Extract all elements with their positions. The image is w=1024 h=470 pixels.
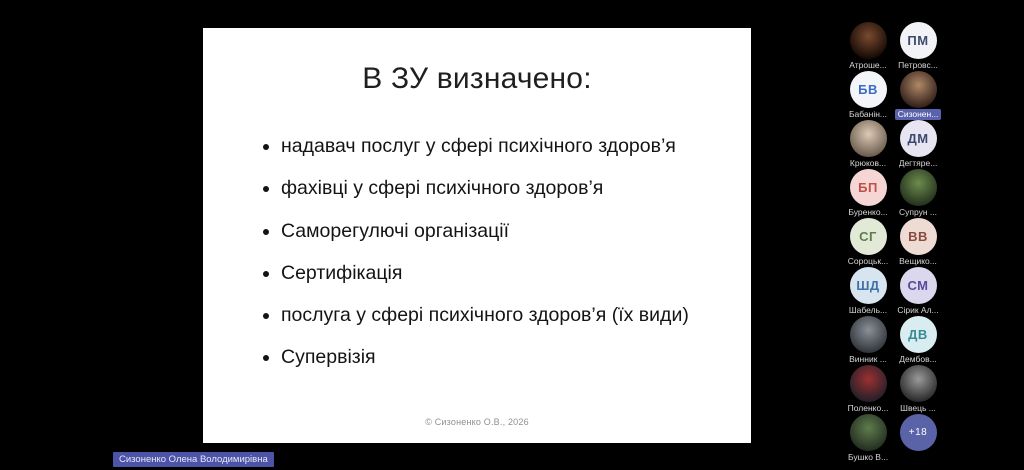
- participant-photo-avatar: [850, 365, 887, 402]
- participant-name: Сірик Ал...: [897, 305, 939, 315]
- participant-tile[interactable]: [843, 218, 893, 267]
- participant-initials-avatar: ДВ: [900, 316, 937, 353]
- participant-tile[interactable]: [843, 365, 893, 414]
- more-participants-count[interactable]: +18: [900, 414, 937, 451]
- slide-bullet-item: • фахівці у сфері психічного здоров’я: [281, 174, 721, 203]
- participant-name: Буренко...: [848, 207, 888, 217]
- participant-name: Петровс...: [898, 60, 938, 70]
- participant-name: Швець ...: [900, 403, 936, 413]
- participant-name: Атроше...: [849, 60, 887, 70]
- participant-name: Поленко...: [847, 403, 889, 413]
- participant-initials-avatar: ВВ: [900, 218, 937, 255]
- participant-tile[interactable]: [893, 71, 943, 120]
- participant-name: Крюков...: [849, 158, 887, 168]
- participant-name: Винник ...: [849, 354, 887, 364]
- slide-bullet-item: • Сертифікація: [281, 259, 721, 288]
- participant-initials-avatar: СГ: [850, 218, 887, 255]
- slide-bullet-item: • Супервізія: [281, 343, 721, 372]
- participant-initials-avatar: ДМ: [900, 120, 937, 157]
- participant-name: Дембов...: [899, 354, 937, 364]
- participant-initials-avatar: ШД: [850, 267, 887, 304]
- participant-initials-avatar: БП: [850, 169, 887, 206]
- participant-tile[interactable]: [843, 414, 893, 463]
- participant-name: Супрун ...: [898, 207, 937, 217]
- participant-photo-avatar: [850, 316, 887, 353]
- participant-name: Бабанін...: [848, 109, 888, 119]
- participant-tile[interactable]: [893, 120, 943, 169]
- participant-initials-avatar: СМ: [900, 267, 937, 304]
- participant-tile[interactable]: [893, 267, 943, 316]
- participant-tile[interactable]: [893, 169, 943, 218]
- slide-bullet-item: • надавач послуг у сфері психічного здоров’я: [281, 132, 721, 161]
- active-speaker-name-tag: Сизоненко Олена Володимирівна: [113, 452, 274, 467]
- participant-tile[interactable]: [843, 71, 893, 120]
- participant-tile[interactable]: [843, 169, 893, 218]
- slide-bullet-item: • послуга у сфері психічного здоров’я (їх види): [281, 301, 721, 330]
- slide-bullets: [261, 132, 721, 373]
- participant-tile[interactable]: [843, 22, 893, 71]
- shared-slide: [203, 28, 751, 443]
- slide-copyright: © Сизоненко О.В., 2026: [425, 417, 529, 427]
- participant-photo-avatar: [900, 365, 937, 402]
- participant-photo-avatar: [900, 71, 937, 108]
- participant-name: Бушко В...: [847, 452, 889, 462]
- participant-tile[interactable]: [843, 316, 893, 365]
- participant-photo-avatar: [850, 120, 887, 157]
- participant-tile[interactable]: [843, 120, 893, 169]
- participant-name: Сороцьк...: [847, 256, 889, 266]
- slide-title: В ЗУ визначено:: [362, 62, 592, 95]
- participant-photo-avatar: [850, 22, 887, 59]
- participant-initials-avatar: БВ: [850, 71, 887, 108]
- participants-gallery: [843, 22, 943, 463]
- participant-name: Шабель...: [848, 305, 888, 315]
- participant-initials-avatar: ПМ: [900, 22, 937, 59]
- participant-tile[interactable]: [843, 267, 893, 316]
- participant-tile[interactable]: [893, 218, 943, 267]
- participant-tile[interactable]: [893, 316, 943, 365]
- participant-name: Сизонен...: [895, 109, 942, 120]
- participant-photo-avatar: [850, 414, 887, 451]
- participant-tile[interactable]: [893, 22, 943, 71]
- participants-overflow-tile[interactable]: [893, 414, 943, 463]
- participant-tile[interactable]: [893, 365, 943, 414]
- participant-name: Дегтяре...: [898, 158, 938, 168]
- participant-photo-avatar: [900, 169, 937, 206]
- slide-bullet-item: • Саморегулючі організації: [281, 217, 721, 246]
- participant-name: Вещико...: [899, 256, 937, 266]
